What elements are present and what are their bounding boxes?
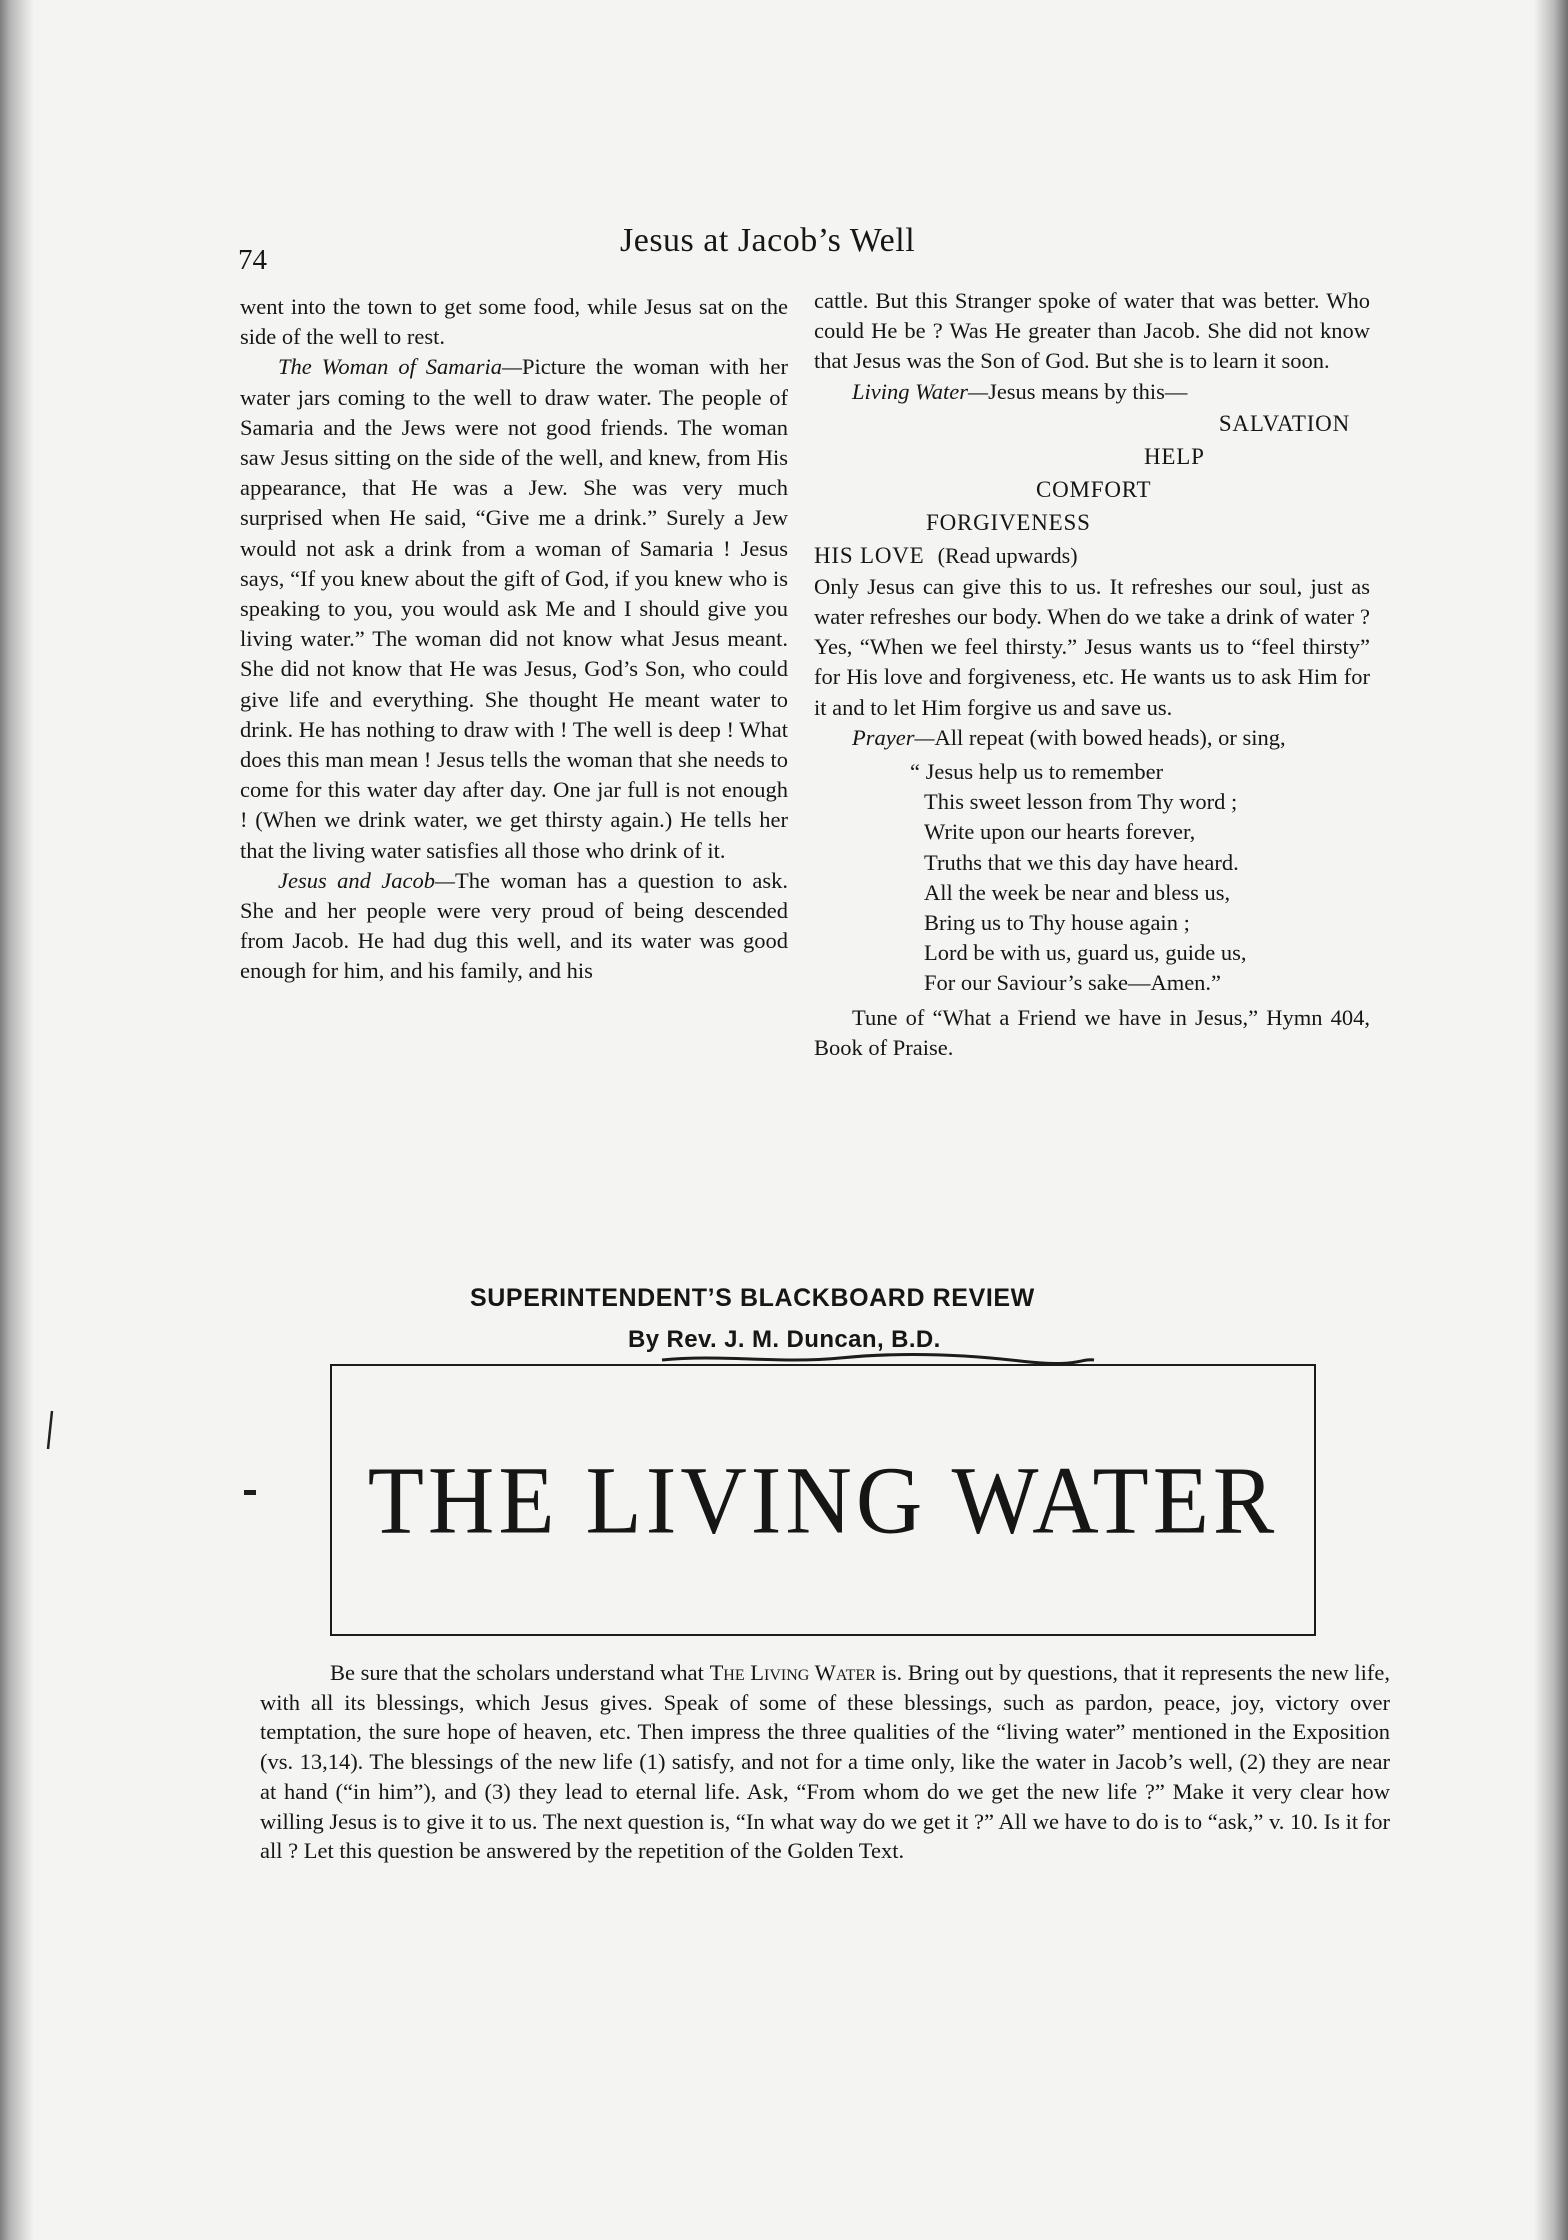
running-title: Jesus at Jacob’s Well [620, 222, 916, 259]
living-water-heading: Living Water— [852, 378, 989, 404]
page-number: 74 [238, 244, 267, 276]
prayer-heading: Prayer— [852, 724, 935, 750]
woman-of-samaria-text: Picture the woman with her water jars coming to the well to draw water. The people of Samaria and the Jews were not good friends. The woman saw Jesus sitting on the side of the well, and knew, from His appearance, that He was a Jew. She was very much surprised when He said, “Give me a drink.” Surely a Jew would not ask a drink from a woman of Samaria ! Jesus says, “If you knew about the gift of God, if you knew who is speaking to you, you would ask Me and I should give you living water.” The woman did not know what Jesus meant. She did not know that He was Jesus, God’s Son, who could give life and everything. She thought He meant water to drink. He has nothing to draw with ! The well is deep ! What does this man mean ! Jesus tells the woman that she needs to come for this water day after day. One jar full is not enough ! (When we drink water, we get thirsty again.) He tells her that the living water satisfies all those who drink of it. [240, 354, 788, 863]
staircase-words [814, 407, 1370, 572]
left-column [240, 292, 788, 987]
hymn-line: All the week be near and bless us, [924, 879, 1231, 905]
page-edge [1534, 0, 1568, 2240]
word-his-love: HIS LOVE [814, 542, 925, 568]
binding-edge [0, 0, 34, 2240]
review-text-rest: is. Bring out by questions, that it represents the new life, with all its blessings, which Jesus gives. Speak of some of these blessings, such as pardon, peace, joy, victory over temptation, the sure hope of heaven, etc. Then impress the three qualities of the “living water” mentioned in the Exposition (vs. 13,14). The blessings of the new life (1) satisfy, and not for a time only, like the water in Jacob’s well, (2) they are near at hand (“in him”), and (3) they lead to eternal life. Ask, “From whom do we get the new life ?” Make it very clear how willing Jesus is to give it to us. The next question is, “In what way do we get it ?” All we have to do is to “ask,” v. 10. Is it for all ? Let this question be answered by the repetition of the Golden Text. [260, 1660, 1390, 1864]
hymn-line: Truths that we this day have heard. [924, 849, 1239, 875]
hymn-line: Lord be with us, guard us, guide us, [924, 940, 1247, 966]
hymn-line: For our Saviour’s sake—Amen.” [924, 970, 1222, 996]
right-column [814, 286, 1370, 1063]
word-his-love-line [814, 539, 1370, 572]
review-text-start: Be sure that the scholars understand what [330, 1660, 710, 1685]
review-paragraph [260, 1658, 1390, 1866]
read-upwards-note: (Read upwards) [937, 542, 1078, 568]
review-section-title: SUPERINTENDENT’S BLACKBOARD REVIEW [470, 1284, 1035, 1312]
woman-of-samaria-heading: The Woman of Samaria— [278, 354, 523, 380]
left-paragraph-3 [240, 866, 788, 987]
word-comfort: COMFORT [1036, 476, 1152, 502]
margin-dash-mark [244, 1490, 256, 1495]
right-paragraph-1: cattle. But this Stranger spoke of water that was better. Who could He be ? Was He greater than Jacob. She did not know that Jesus was the Son of God. But she is to learn it soon. [814, 288, 1370, 374]
blackboard-box [330, 1364, 1316, 1636]
prayer-text: All repeat (with bowed heads), or sing, [934, 724, 1286, 750]
review-byline: By Rev. J. M. Duncan, B.D. [628, 1326, 941, 1353]
jesus-and-jacob-heading: Jesus and Jacob— [278, 867, 456, 893]
left-paragraph-2 [240, 352, 788, 865]
right-paragraph-4 [814, 723, 1370, 753]
hymn-line: Bring us to Thy house again ; [924, 910, 1190, 936]
word-help: HELP [1144, 443, 1205, 469]
margin-pencil-mark [46, 1410, 54, 1450]
right-paragraph-5: Tune of “What a Friend we have in Jesus,” Hymn 404, Book of Praise. [814, 1004, 1370, 1060]
hymn-line: “ Jesus help us to remember [910, 759, 1164, 785]
jesus-and-jacob-text: The woman has a question to ask. She and her people were very proud of being descended from Jacob. He had dug this well, and its water was good enough for him, and his family, and his [240, 867, 789, 984]
living-water-text: Jesus means by this— [988, 378, 1188, 404]
living-water-smallcaps: The Living Water [709, 1660, 876, 1685]
review-body [260, 1658, 1390, 1866]
hymn-verse [910, 757, 1370, 999]
right-paragraph-3: Only Jesus can give this to us. It refreshes our soul, just as water refreshes our body. When do we take a drink of water ? Yes, “When we feel thirsty.” Jesus wants us to “feel thirsty” for His love and forgiveness, etc. He wants us to ask Him for it and to let Him forgive us and save us. [814, 573, 1370, 720]
word-salvation: SALVATION [1218, 410, 1350, 436]
word-forgiveness: FORGIVENESS [926, 509, 1091, 535]
hymn-line: This sweet lesson from Thy word ; [924, 789, 1238, 815]
hymn-line: Write upon our hearts forever, [924, 819, 1196, 845]
left-paragraph-1: went into the town to get some food, while Jesus sat on the side of the well to rest. [240, 294, 788, 350]
right-paragraph-2 [814, 377, 1370, 407]
blackboard-text: THE LIVING WATER [367, 1446, 1279, 1554]
